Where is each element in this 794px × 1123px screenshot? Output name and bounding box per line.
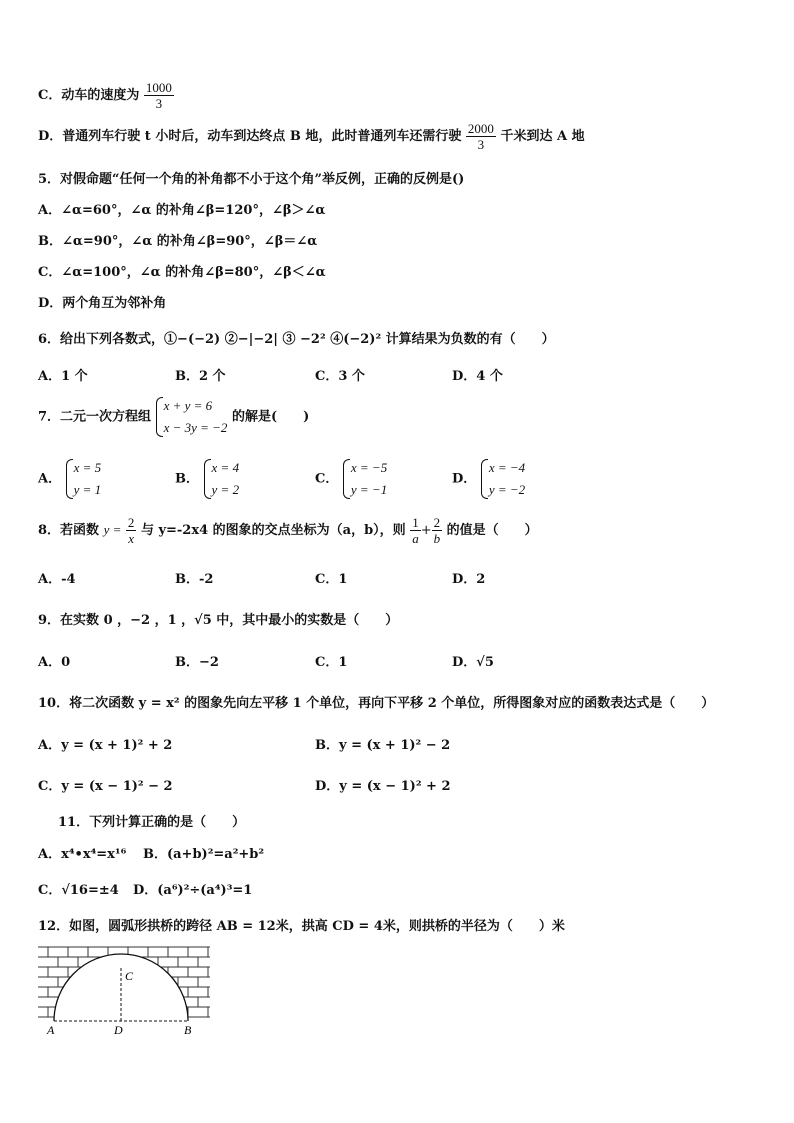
q10-option-c: C．y = (x − 1)² − 2 (38, 779, 173, 794)
q7a-system (66, 457, 102, 501)
q4d-post: 千米到达 A 地 (500, 129, 585, 144)
q7a-l2: y = 1 (73, 482, 102, 497)
q6-option-a: A．1 个 (38, 369, 88, 384)
q8-option-d: D．2 (452, 572, 486, 587)
q8-fraction-1 (410, 515, 421, 546)
q8-option-c: C．1 (315, 572, 348, 587)
q8-fden: x (128, 531, 135, 546)
q7-pre: 7．二元一次方程组 (38, 409, 152, 425)
q8-d2: b (433, 531, 441, 546)
q7-stem (38, 395, 309, 439)
q4c-fraction (144, 80, 174, 111)
q7c-l1: x = −5 (350, 460, 388, 475)
q9-option-b: B．−2 (175, 655, 219, 670)
q5-stem: 5．对假命题“任何一个角的补角都不小于这个角”举反例，正确的反例是() (38, 172, 465, 187)
q4c-den: 3 (155, 96, 163, 111)
q10-option-b: B．y = (x + 1)² − 2 (315, 738, 451, 753)
q7a-l1: x = 5 (73, 460, 102, 475)
q4c-num: 1000 (145, 80, 172, 95)
q7c-system (343, 457, 387, 501)
q9-option-a: A．0 (38, 655, 71, 670)
q9-option-c: C．1 (315, 655, 348, 670)
q11-stem: 11．下列计算正确的是（ ） (58, 815, 246, 830)
q4d-pre: D．普通列车行驶 t 小时后，动车到达终点 B 地，此时普通列车还需行驶 (38, 129, 462, 144)
q9-option-d: D．√5 (452, 655, 494, 670)
q7b-l2: y = 2 (211, 482, 240, 497)
q4c-label: C．动车的速度为 (38, 88, 140, 103)
q11-option-c: C．√16=±4 (38, 883, 119, 898)
q7-post: 的解是( ) (231, 409, 310, 425)
q10-option-d: D．y = (x − 1)² + 2 (315, 779, 451, 794)
q8-fy: y = (103, 522, 122, 537)
q7b-system (204, 457, 240, 501)
q6-option-d: D．4 个 (452, 369, 503, 384)
q10-option-a: A．y = (x + 1)² + 2 (38, 738, 173, 753)
q4d-den: 3 (477, 137, 485, 152)
q7-option-a (38, 457, 101, 501)
q8-post: 的值是（ ） (446, 523, 538, 538)
q7c-label: C． (315, 471, 339, 487)
q7d-l1: x = −4 (488, 460, 526, 475)
q7-option-c (315, 457, 387, 501)
q7d-label: D． (452, 471, 477, 487)
q6-stem: 6．给出下列各数式，①−(−2) ②−|−2| ③ −2² ④(−2)² 计算结果为负数的有（ ） (38, 332, 555, 347)
label-d: D (114, 1023, 123, 1037)
q8-n2: 2 (433, 515, 441, 530)
q8-stem (38, 515, 538, 546)
q8-option-b: B．-2 (175, 572, 214, 587)
q5-option-a: A．∠α=60°，∠α 的补角∠β=120°，∠β＞∠α (38, 203, 326, 218)
q5-option-b: B．∠α=90°，∠α 的补角∠β=90°，∠β＝∠α (38, 234, 318, 249)
q11-option-a: A．x⁴•x⁴=x¹⁶ (38, 847, 127, 862)
q8-pre: 8．若函数 (38, 523, 100, 538)
q6-option-c: C．3 个 (315, 369, 365, 384)
q11-option-d: D．(a⁶)²÷(a⁴)³=1 (133, 883, 253, 898)
q7-option-d (452, 457, 525, 501)
q8-fraction-2 (432, 515, 443, 546)
q4-option-d (38, 121, 585, 152)
q8-plus: + (420, 523, 432, 538)
q7-system (156, 395, 228, 439)
q4-option-c (38, 80, 174, 111)
q5-option-c: C．∠α=100°，∠α 的补角∠β=80°，∠β＜∠α (38, 265, 326, 280)
arch-bridge-figure (38, 944, 238, 1039)
label-c: C (125, 969, 134, 983)
label-a: A (47, 1023, 55, 1037)
q7b-l1: x = 4 (211, 460, 240, 475)
q4d-num: 2000 (467, 121, 494, 136)
q7d-l2: y = −2 (488, 482, 526, 497)
q7-option-b (175, 457, 239, 501)
q4d-fraction (466, 121, 496, 152)
q7c-l2: y = −1 (350, 482, 388, 497)
q8-option-a: A．-4 (38, 572, 76, 587)
q5-option-d: D．两个角互为邻补角 (38, 296, 167, 311)
q7d-system (481, 457, 525, 501)
q8-d1: a (412, 531, 419, 546)
q7a-label: A． (38, 471, 62, 487)
label-b: B (184, 1023, 192, 1037)
q6-option-b: B．2 个 (175, 369, 226, 384)
q8-mid: 与 y=-2x4 的图象的交点坐标为（a，b），则 (140, 523, 406, 538)
q12-stem: 12．如图，圆弧形拱桥的跨径 AB = 12米，拱高 CD = 4米，则拱桥的半径为（ ）米 (38, 919, 565, 934)
q7-eq2: x − 3y = −2 (163, 420, 228, 435)
q7b-label: B． (175, 471, 199, 487)
q10-stem: 10．将二次函数 y = x² 的图象先向左平移 1 个单位，再向下平移 2 个单位，所得图象对应的函数表达式是（ ） (38, 696, 715, 711)
q8-fnum: 2 (127, 515, 135, 530)
q8-n1: 1 (412, 515, 419, 530)
q11-option-b: B．(a+b)²=a²+b² (143, 847, 265, 862)
q7-eq1: x + y = 6 (163, 398, 213, 413)
q9-stem: 9．在实数 0 ，−2 ，1 ，√5 中，其中最小的实数是（ ） (38, 613, 399, 628)
q8-fraction-func (126, 515, 137, 546)
